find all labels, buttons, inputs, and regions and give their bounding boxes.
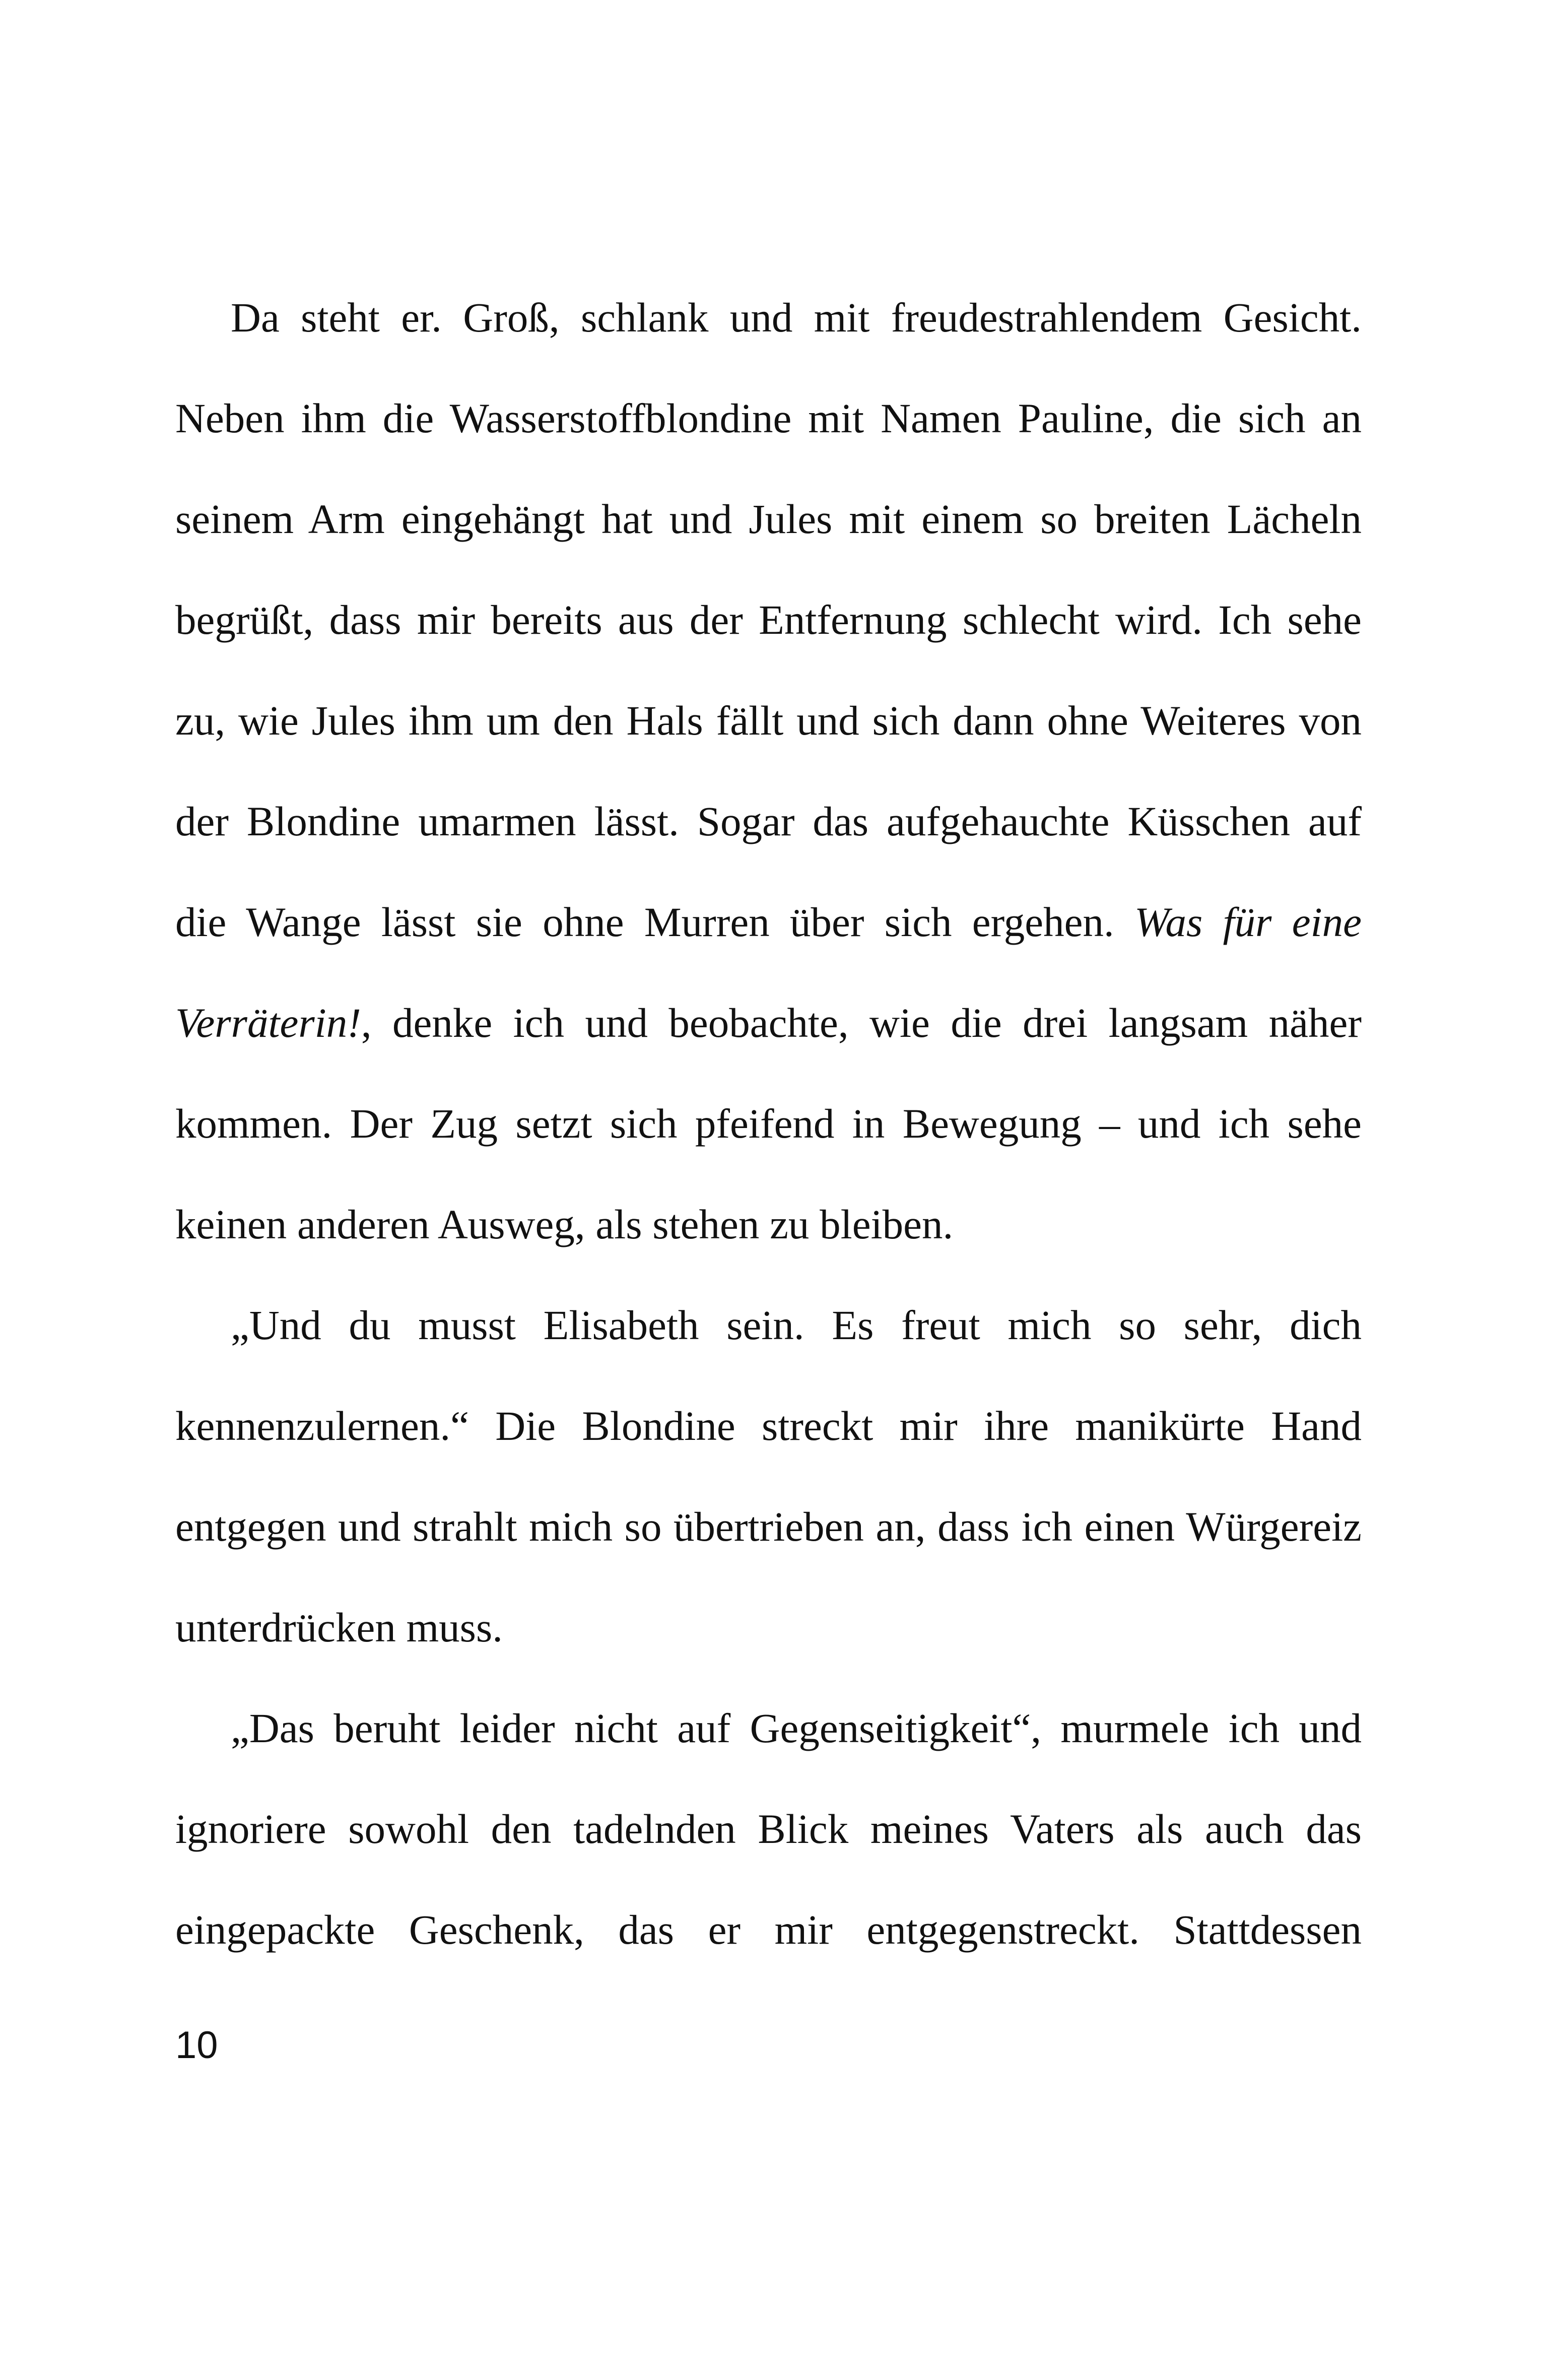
paragraph-1-text-end: , denke ich und beobachte, wie die drei langsam näher kommen. Der Zug setzt sich pfeifend in Bewegung – und ich sehe keinen anderen Ausweg, als stehen zu bleiben.: [175, 1000, 1362, 1247]
page-number: 10: [175, 2024, 218, 2067]
paragraph-1-italic-thought: Was für eine Verräterin!: [175, 899, 1362, 1046]
paragraph-2: „Und du musst Elisabeth sein. Es freut mich so sehr, dich kennenzulernen.“ Die Blondine streckt mir ihre manikürte Hand entgegen und strahlt mich so übertrieben an, dass ich einen Würgereiz unterdrücken muss.: [175, 1302, 1362, 1650]
body-text: [175, 267, 1362, 1980]
paragraph-3: „Das beruht leider nicht auf Gegenseitigkeit“, murmele ich und ignoriere sowohl den tadelnden Blick meines Vaters als auch das eingepackte Geschenk, das er mir entgegenstreckt. Stattdessen: [175, 1705, 1362, 1953]
paragraph-1: [175, 267, 1362, 1275]
paragraph-1-text-start: Da steht er. Groß, schlank und mit freudestrahlendem Gesicht. Neben ihm die Wasserstoffblondine mit Namen Pauline, die sich an seinem Arm eingehängt hat und Jules mit einem so breiten Lächeln begrüßt, dass mir bereits aus der Entfernung schlecht wird. Ich sehe zu, wie Jules ihm um den Hals fällt und sich dann ohne Weiteres von der Blondine umarmen lässt. Sogar das aufgehauchte Küsschen auf die Wange lässt sie ohne Murren über sich ergehen.: [175, 294, 1362, 945]
